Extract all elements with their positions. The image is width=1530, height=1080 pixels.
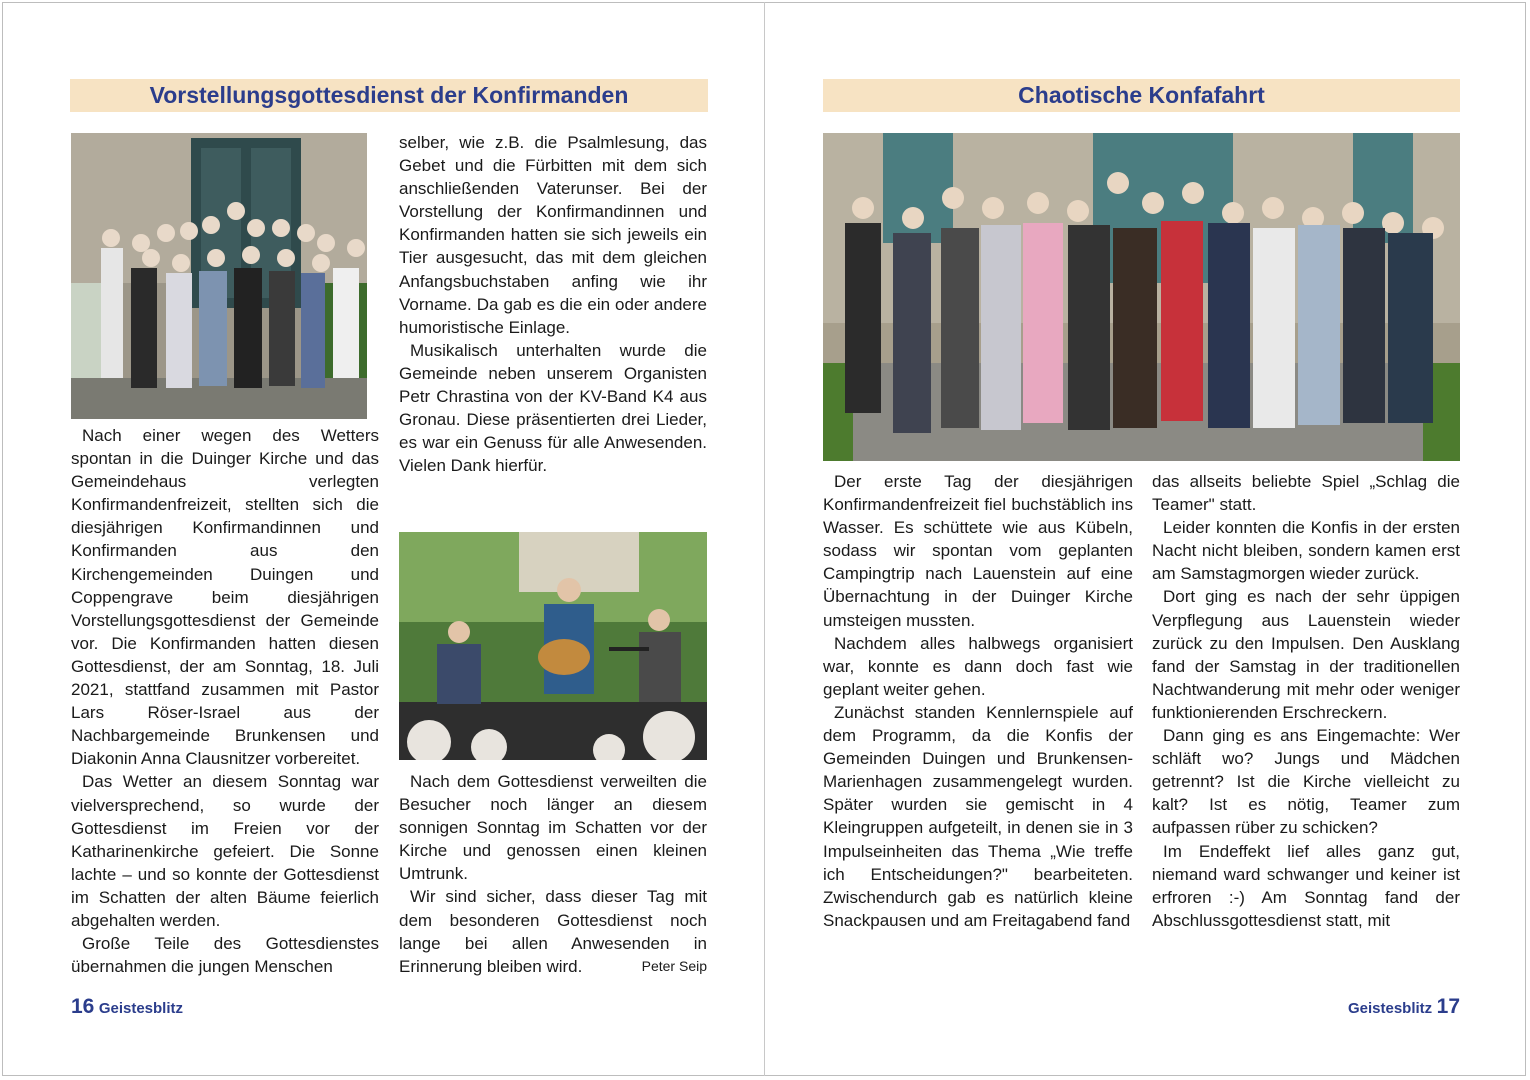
paragraph: Dort ging es nach der sehr üppigen Verpflegung aus Lauenstein wieder zurück zu den Impulsen. Den Ausklang fand der Samstag in der traditionellen Nachtwanderung mit mehr oder weniger funktionierenden Erschreckern. (1152, 587, 1460, 722)
paragraph: Das Wetter an diesem Sonntag war vielversprechend, so wurde der Gottesdienst im Freien vor der Katharinenkirche gefeiert. Die Sonne lachte – und so konnte der Gottesdienst im Schatten der alten Bäume feierlich abgehalten werden. (71, 772, 379, 930)
magazine-name: Geistesblitz (98, 1000, 184, 1017)
paragraph: Nachdem alles halbwegs organisiert war, konnte es dann doch fast wie geplant weiter gehen. (823, 633, 1133, 699)
left-article-title: Vorstellungsgottesdienst der Konfirmanden (70, 79, 708, 112)
right-article-title: Chaotische Konfafahrt (823, 79, 1460, 112)
band-performance-photo (399, 532, 707, 760)
paragraph: Große Teile des Gottesdienstes übernahmen die jungen Menschen (71, 934, 379, 977)
paragraph: Zunächst standen Kennlernspiele auf dem Programm, da die Konfis der Gemeinden Duingen und Brunkensen-Marienhagen zusammengelegt wurden. Später wurden sie gemischt in 4 Kleingruppen aufgeteilt, in denen sie in 3 Impulseinheiten das Thema „Wie treffe ich Entscheidungen?" bearbeiteten. Zwischendurch gab es natürlich kleine Snackpausen und am Freitagabend fand (823, 702, 1133, 930)
paragraph: Dann ging es ans Eingemachte: Wer schläft wo? Jungs und Mädchen getrennt? Ist die Kirche vielleicht zu kalt? Ist es nötig, Teamer zum aufpassen rüber zu schicken? (1152, 726, 1460, 838)
paragraph: Nach einer wegen des Wetters spontan in die Duinger Kirche und das Gemeindehaus verlegten Konfirmandenfreizeit, stellten sich die diesjährigen Konfirmandinnen und Konfirmanden aus den Kirchengemeinden Duingen und Coppengrave beim diesjährigen Vorstellungsgottesdienst der Gemeinde vor. Die Konfirmanden hatten diesen Gottesdienst, der am Sonntag, 18. Juli 2021, stattfand zusammen mit Pastor Lars Röser-Israel aus der Nachbargemeinde Brunkensen und Diakonin Anna Clausnitzer vorbereitet. (71, 426, 379, 769)
author-signature: Peter Seip (641, 957, 707, 974)
left-column-2-bottom (399, 770, 707, 978)
left-footer (71, 995, 183, 1019)
paragraph: Nach dem Gottesdienst verweilten die Besucher noch länger an diesem sonnigen Sonntag im Schatten vor der Kirche und genossen einen kleinen Umtrunk. (399, 772, 707, 884)
closing-sentence: Wir sind sicher, dass dieser Tag mit dem besonderen Gottesdienst noch lange bei allen Anwesenden in Erinnerung bleiben wird. (399, 887, 707, 976)
left-column-2-top (399, 131, 707, 477)
konfafahrt-group-photo (823, 133, 1460, 461)
page-number: 16 (71, 995, 95, 1018)
confirmands-group-photo (71, 133, 367, 419)
right-column-2 (1152, 470, 1460, 932)
left-column-1 (71, 424, 379, 978)
magazine-name: Geistesblitz (1347, 1000, 1433, 1017)
page-number: 17 (1436, 995, 1460, 1018)
paragraph: das allseits beliebte Spiel „Schlag die Teamer" statt. (1152, 472, 1460, 515)
paragraph: Musikalisch unterhalten wurde die Gemeinde neben unserem Organisten Petr Chrastina von der KV-Band K4 aus Gronau. Diese präsentierten drei Lieder, es war ein Genuss für alle Anwesenden. Vielen Dank hierfür. (399, 340, 707, 476)
paragraph: Der erste Tag der diesjährigen Konfirmandenfreizeit fiel buchstäblich ins Wasser. Es schüttete wie aus Kübeln, sodass wir spontan vom geplanten Campingtrip nach Lauenstein auf eine Übernachtung in der Duinger Kirche umsteigen mussten. (823, 472, 1133, 630)
paragraph: selber, wie z.B. die Psalmlesung, das Gebet und die Fürbitten mit dem sich anschließenden Vaterunser. Bei der Vorstellung der Konfirmandinnen und Konfirmanden hatten sie sich jeweils ein Tier ausgesucht, das mit dem gleichen Anfangsbuchstaben anfing wie ihr Vorname. Da gab es die ein oder andere humoristische Einlage. (399, 133, 707, 337)
paragraph (399, 885, 707, 977)
right-column-1 (823, 470, 1133, 932)
paragraph: Leider konnten die Konfis in der ersten Nacht nicht bleiben, sondern kamen erst am Samstagmorgen wieder zurück. (1152, 518, 1460, 584)
paragraph: Im Endeffekt lief alles ganz gut, niemand ward schwanger und keiner ist erfroren :-) Am Sonntag fand der Abschlussgottesdienst statt, mit (1152, 841, 1460, 930)
spine-divider (764, 2, 765, 1076)
right-footer (1348, 995, 1460, 1019)
